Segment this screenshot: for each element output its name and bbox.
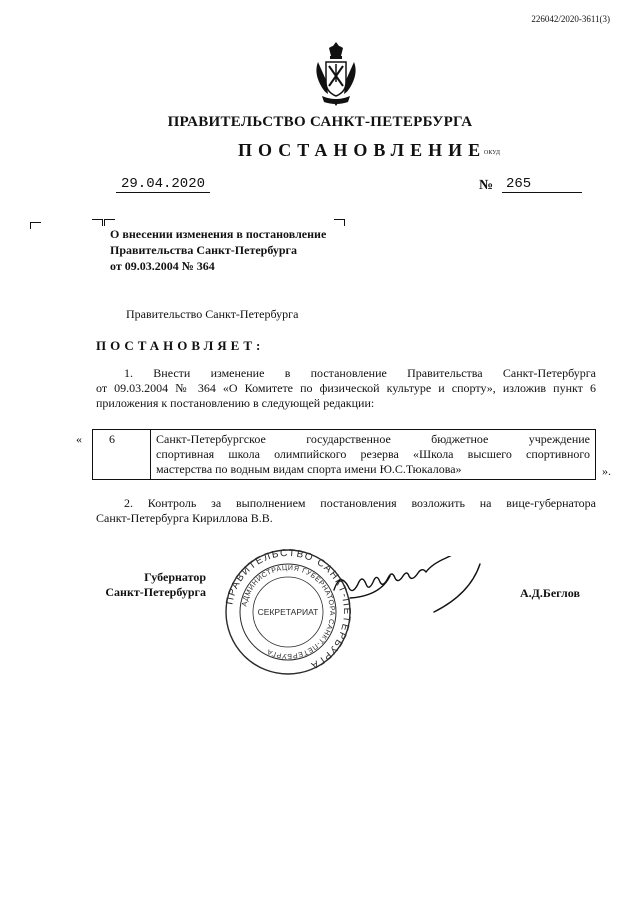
decree-subject (110, 226, 360, 274)
paragraph-2 (96, 496, 596, 526)
document-type-title: ПОСТАНОВЛЕНИЕ (238, 140, 487, 160)
issuer-intro: Правительство Санкт-Петербурга (126, 307, 299, 321)
document-id: 226042/2020-3611(3) (531, 14, 610, 24)
subject-corner-mark (334, 219, 345, 226)
paragraph-line: от 09.03.2004 № 364 «О Комитете по физической культуре и спорту», изложив пункт 6 (96, 381, 596, 395)
handwritten-signature-icon (330, 556, 520, 616)
seal-center-text: СЕКРЕТАРИАТ (257, 607, 319, 617)
quote-close: ». (602, 464, 611, 478)
decree-number: 265 (502, 176, 582, 193)
subject-line: от 09.03.2004 № 364 (110, 259, 215, 273)
subject-corner-mark (104, 219, 115, 226)
paragraph-line: приложения к постановлению в следующей редакции: (96, 396, 375, 410)
resolves-heading: ПОСТАНОВЛЯЕТ: (96, 338, 265, 353)
signer-name: А.Д.Беглов (520, 586, 580, 600)
decree-date: 29.04.2020 (116, 176, 210, 193)
role-line: Санкт-Петербурга (105, 585, 206, 599)
signatory-role (86, 570, 206, 600)
st-petersburg-coat-of-arms-icon (312, 40, 360, 108)
role-line: Губернатор (144, 570, 206, 584)
margin-corner-mark (30, 222, 41, 229)
subject-line: Правительства Санкт-Петербурга (110, 243, 298, 257)
margin-corner-mark (92, 219, 103, 226)
table-cell-text (151, 430, 596, 480)
paragraph-line: Санкт-Петербурга Кириллова В.В. (96, 511, 273, 525)
subject-line: О внесении изменения в постановление (110, 227, 327, 241)
government-title: ПРАВИТЕЛЬСТВО САНКТ-ПЕТЕРБУРГА (167, 114, 473, 130)
table-row (93, 430, 596, 480)
amendment-table (92, 429, 596, 480)
quote-open: « (76, 432, 82, 446)
number-sign: № (479, 178, 494, 193)
okud-label: ОКУД (484, 150, 500, 156)
paragraph-line: 1. Внести изменение в постановление Правительства Санкт-Петербурга (124, 366, 596, 380)
table-cell-line: мастерства по водным видам спорта имени Ю.С.Тюкалова» (156, 462, 462, 476)
table-cell-line: спортивная школа олимпийского резерва «Школа высшего спортивного (156, 447, 590, 461)
paragraph-1 (96, 366, 596, 411)
seal-outer-text: ПРАВИТЕЛЬСТВО САНКТ-ПЕТЕРБУРГА (224, 548, 352, 672)
table-cell-number: 6 (93, 430, 151, 480)
seal-inner-text: АДМИНИСТРАЦИЯ ГУБЕРНАТОРА САНКТ-ПЕТЕРБУРГА (241, 564, 336, 660)
paragraph-line: 2. Контроль за выполнением постановления возложить на вице-губернатора (124, 496, 596, 510)
table-cell-line: Санкт-Петербургское государственное бюджетное учреждение (156, 432, 590, 446)
